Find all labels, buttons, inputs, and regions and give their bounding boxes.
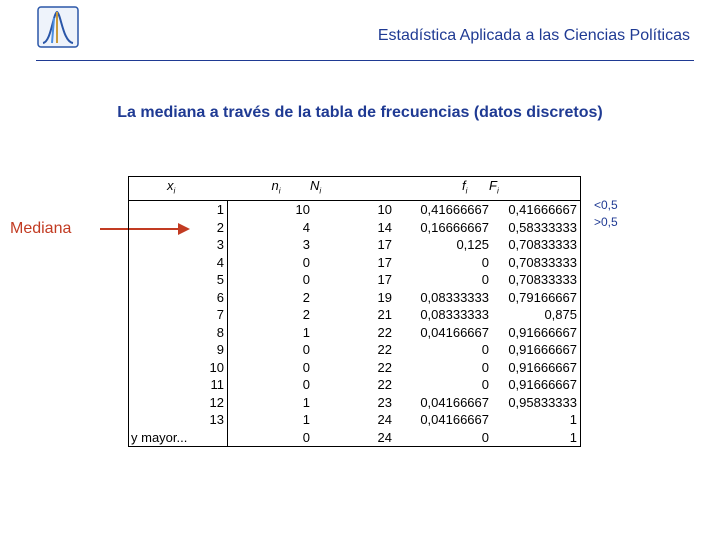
- table-row: [129, 254, 581, 272]
- threshold-notes: [594, 197, 618, 231]
- table-cell: 0,41666667: [420, 202, 489, 218]
- slide-title: La mediana a través de la tabla de frecuencias (datos discretos): [117, 104, 603, 121]
- table-cell: 0: [302, 272, 310, 288]
- table-cell: 3: [129, 236, 228, 254]
- table-cell: 24: [377, 429, 392, 445]
- table-cell: 0: [302, 254, 310, 270]
- table-row: [129, 394, 581, 412]
- table-cell: 0,58333333: [508, 219, 577, 235]
- table-cell: 1: [569, 412, 577, 428]
- table-cell: 12: [129, 394, 228, 412]
- header-title: Estadística Aplicada a las Ciencias Políticas: [377, 27, 690, 44]
- mediana-label: Mediana: [10, 220, 72, 237]
- table-cell: 19: [377, 289, 392, 305]
- table-cell: 14: [377, 219, 392, 235]
- table-cell: 0: [481, 272, 489, 288]
- table-cell: 5: [129, 271, 228, 289]
- table-row: [129, 306, 581, 324]
- table-cell: 0,91666667: [508, 342, 577, 358]
- table-cell: 8: [129, 324, 228, 342]
- header-divider: [36, 60, 694, 61]
- note-above-half: >0,5: [594, 215, 618, 229]
- table-row: [129, 324, 581, 342]
- table-cell: 11: [129, 376, 228, 394]
- table-cell: 0,79166667: [508, 289, 577, 305]
- table-cell: 1: [302, 412, 310, 428]
- table-cell: 7: [129, 306, 228, 324]
- table-row: [129, 271, 581, 289]
- table-cell: 24: [377, 412, 392, 428]
- table-cell: 21: [377, 307, 392, 323]
- table-header-row: [129, 177, 581, 201]
- table-cell: 22: [377, 359, 392, 375]
- header-Ni: $N_i$: [310, 177, 392, 201]
- table-row: [129, 429, 581, 447]
- table-cell: 0,70833333: [508, 237, 577, 253]
- note-below-half: <0,5: [594, 198, 618, 212]
- table-cell: 22: [377, 377, 392, 393]
- table-cell: 17: [377, 272, 392, 288]
- table-cell: 0,91666667: [508, 324, 577, 340]
- table-cell: 1: [302, 394, 310, 410]
- table-cell: 10: [129, 359, 228, 377]
- table-cell: 0,08333333: [420, 289, 489, 305]
- logo-icon: [37, 6, 79, 48]
- table-row: [129, 236, 581, 254]
- table-row: [129, 201, 581, 219]
- header-ni: $n_i$: [228, 177, 311, 201]
- table-row: [129, 411, 581, 429]
- header-xi: $x_i$: [129, 177, 228, 201]
- table-row: [129, 376, 581, 394]
- table-cell: 9: [129, 341, 228, 359]
- frequency-table: [128, 176, 581, 447]
- table-cell: 10: [377, 202, 392, 218]
- table-cell: 0,70833333: [508, 254, 577, 270]
- table-cell: 22: [377, 342, 392, 358]
- table-cell: 0: [302, 429, 310, 445]
- table-cell: 4: [302, 219, 310, 235]
- table-cell: 0,41666667: [508, 202, 577, 218]
- table-cell: 2: [302, 307, 310, 323]
- table-cell: 0: [481, 429, 489, 445]
- table-cell: 22: [377, 324, 392, 340]
- table-cell: 0,95833333: [508, 394, 577, 410]
- table-cell: 1: [302, 324, 310, 340]
- table-cell: 1: [129, 201, 228, 219]
- table-cell: 0: [481, 254, 489, 270]
- header-Fi: $F_i$: [489, 177, 581, 201]
- table-cell: 17: [377, 237, 392, 253]
- table-cell: 13: [129, 411, 228, 429]
- table-cell: y mayor...: [129, 429, 228, 447]
- table-row: [129, 341, 581, 359]
- table-row: [129, 219, 581, 237]
- table-cell: 6: [129, 289, 228, 307]
- table-cell: 3: [302, 237, 310, 253]
- table-cell: 0: [481, 377, 489, 393]
- table-cell: 0: [302, 342, 310, 358]
- table-cell: 0,04166667: [420, 412, 489, 428]
- table-cell: 4: [129, 254, 228, 272]
- table-cell: 1: [569, 429, 577, 445]
- table-cell: 23: [377, 394, 392, 410]
- table-cell: 0,04166667: [420, 324, 489, 340]
- table-cell: 0,91666667: [508, 359, 577, 375]
- table-cell: 10: [295, 202, 310, 218]
- table-cell: 2: [302, 289, 310, 305]
- table-cell: 0,70833333: [508, 272, 577, 288]
- table-cell: 0,125: [456, 237, 489, 253]
- table-cell: 0: [302, 377, 310, 393]
- table-row: [129, 289, 581, 307]
- header-fi: $f_i$: [392, 177, 489, 201]
- table-cell: 0,08333333: [420, 307, 489, 323]
- table-cell: 2: [129, 219, 228, 237]
- table-cell: 0: [481, 359, 489, 375]
- table-cell: 0: [302, 359, 310, 375]
- table-cell: 0,91666667: [508, 377, 577, 393]
- table-cell: 0: [481, 342, 489, 358]
- table-cell: 17: [377, 254, 392, 270]
- table-row: [129, 359, 581, 377]
- table-cell: 0,04166667: [420, 394, 489, 410]
- table-cell: 0,16666667: [420, 219, 489, 235]
- table-cell: 0,875: [544, 307, 577, 323]
